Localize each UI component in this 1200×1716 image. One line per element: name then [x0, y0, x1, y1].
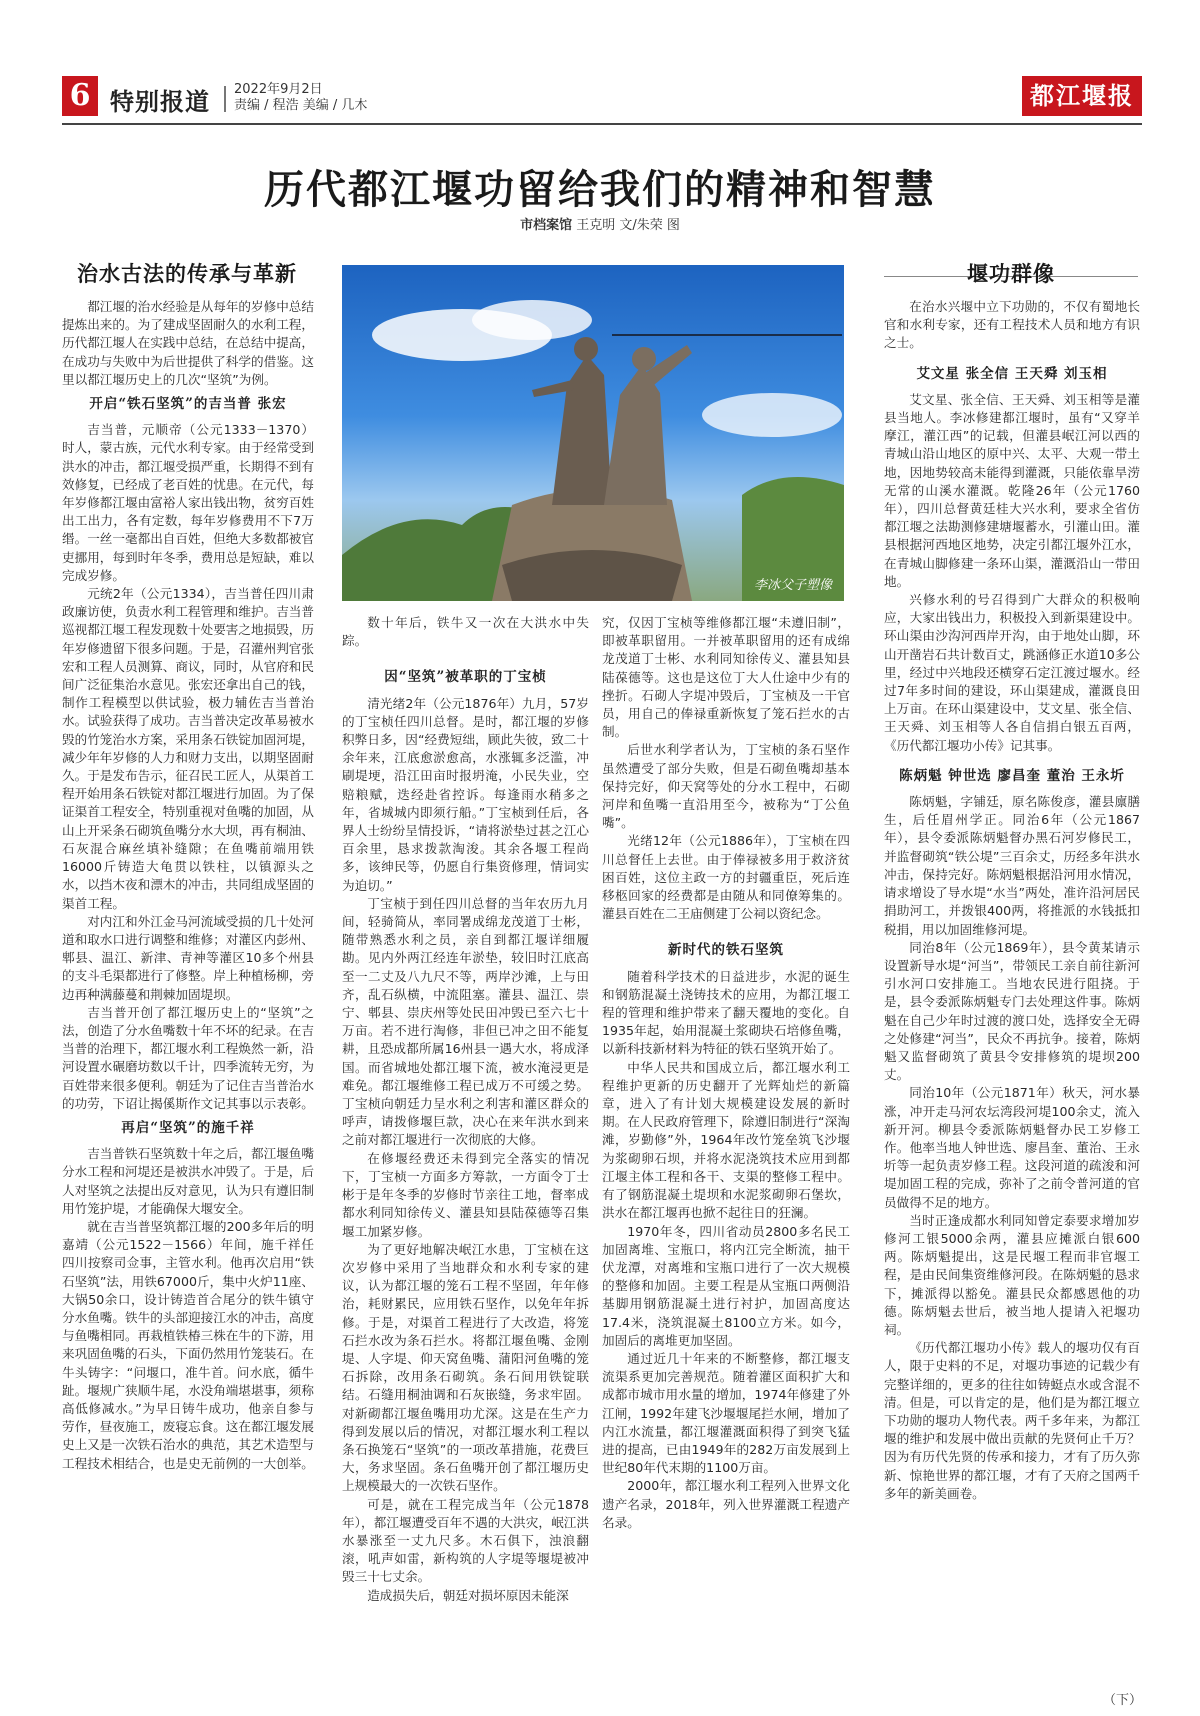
article-headline: 历代都江堰功留给我们的精神和智慧 — [264, 166, 936, 213]
paragraph: 在治水兴堰中立下功勋的，不仅有蜀地长官和水利专家，还有工程技术人员和地方有识之士。 — [884, 299, 1140, 351]
column-1 — [62, 298, 314, 1473]
statue-illustration — [342, 265, 844, 601]
editor-credits: 责编 / 程浩 美编 / 几木 — [234, 98, 368, 113]
paragraph: 都江堰的治水经验是从每年的岁修中总结提炼出来的。为了建成坚固耐久的水利工程，历代都江堰人在实践中总结，在总结中提高，在成功与失败中为后世提供了科学的借鉴。这里以都江堰历史上的几次“坚筑”为例。 — [62, 299, 314, 387]
column-3 — [602, 614, 850, 1532]
paragraph: 吉当普开创了都江堰历史上的“坚筑”之法，创造了分水鱼嘴数十年不坏的纪录。在吉当普的治理下，都江堰水利工程焕然一新，沿河设置水碾磨坊数以千计，四季流转无穷，为百姓带来很多便利。朝廷为了记住吉当普治水的功劳，下诏让揭傒斯作文记其事以示表彰。 — [62, 1004, 314, 1111]
page-number: 6 — [62, 76, 98, 116]
section-title-heroes: 堰功群像 — [967, 261, 1055, 286]
paragraph: 1970年冬，四川省动员2800多名民工加固离堆、宝瓶口，将内江完全断流，抽干伏龙潭，对离堆和宝瓶口进行了一次大规模的整修和加固。主要工程是从宝瓶口两侧沿基脚用钢筋混凝土进行衬护，加固高度达17.4米，浇筑混凝土8100立方米。如今，加固后的离堆更加坚固。 — [602, 1223, 850, 1348]
section-name: 特别报道 — [110, 88, 210, 116]
paragraph: 《历代都江堰功小传》载人的堰功仅有百人，限于史料的不足，对堰功事迹的记载少有完整详细的，更多的往往如铸蜓点水或含混不清。但是，可以肯定的是，他们是为都江堰立下功勋的堰功人物代表。两千多年来，为都江堰的维护和发展中做出贡献的先贤何止千万？因为有历代先贤的传承和接力，才有了历久弥新、惊艳世界的都江堰，才有了天府之国两千多年的新美画卷。 — [884, 1340, 1140, 1501]
paragraph: 数十年后，铁牛又一次在大洪水中失踪。 — [342, 615, 589, 649]
paragraph: 就在吉当普坚筑都江堰的200多年后的明嘉靖（公元1522－1566）年间，施千祥任四川按察司佥事，主管水利。他再次启用“铁石坚筑”法，用铁67000斤，集中火炉11座、大锅50余口，设计铸造首合尾分的铁牛镇守分水鱼嘴。铁牛的头部迎接江水的冲击，高度与鱼嘴相同。再栽植铁椿三株在牛的下游，用来巩固鱼嘴的石头，下面仍然用竹笼装石。在牛头铸字：“问堰口，准牛首。问水底，循牛趾。堰规广狭顺牛尾，水没角端堪堪事，须称高低修减水。”为早日铸牛成功，他亲自参与劳作，昼夜施工，废寝忘食。这在都江堰发展史上又是一次铁石治水的典范，其艺术造型与工程技术相结合，也是史无前例的一大创举。 — [62, 1218, 314, 1471]
header-rule — [62, 123, 1142, 125]
photo-caption: 李冰父子塑像 — [753, 578, 832, 593]
paragraph: 对内江和外江金马河流域受损的几十处河道和取水口进行调整和维修；对灌区内彭州、郫县、温江、新津、青神等灌区10多个州县的支斗毛渠都进行了修整。岸上种植杨柳，旁边再种满藤蔓和荆棘加固堤坝。 — [62, 913, 314, 1002]
paragraph: 元统2年（公元1334），吉当普任四川肃政廉访使，负责水利工程管理和维护。吉当普巡视都江堰工程发现数十处要害之地损毁，历年岁修遗留下很多问题。于是，召灌州判官张宏和工程人员测算、商议，同时，从官府和民间广泛征集治水意见。张宏还拿出自己的钱，制作工程模型以供试验，极力辅佐吉当普治水。试验获得了成功。吉当普决定改革易被水毁的竹笼治水方案，采用条石铁锭加固河堤，减少年年岁修的人力和财力支出，以期坚固耐久。于是发布告示，征召民工匠人，从渠首工程开始用条石铁锭对都江堰进行加固。为了保证渠首工程安全，特别重视对鱼嘴的加固，从山上开采条石砌筑鱼嘴分水大坝，再有桐油、石灰混合麻丝填补缝隙；在鱼嘴前端用铁16000斤铸造大龟贯以铁柱，以镇源头之水，以挡木夜和漂木的冲击，共同组成坚固的渠首工程。 — [62, 586, 314, 911]
issue-date: 2022年9月2日 — [234, 82, 323, 97]
to-be-continued-mark: （下） — [1102, 1693, 1142, 1708]
paragraph: 陈炳魁，字铺廷，原名陈俊彦，灌县廪膳生，后任眉州学正。同治6年（公元1867年），县令委派陈炳魁督办黑石河岁修民工，并监督砌筑“铁公堤”三百余丈，历经多年洪水冲击，保持完好。陈炳魁根据沿河用水情况，请求增设了导水堤“水当”两处，准许沿河居民捐助河工，并拨银400两，将推派的水钱抵扣税捐，用以加固维修河堤。 — [884, 794, 1140, 937]
paragraph: 在修堰经费还未得到完全落实的情况下，丁宝桢一方面多方筹款，一方面令丁士彬于是年冬季的岁修时节亲往工地，督率成都水利同知徐传义、灌县知县陆葆德等召集堰工加紧岁修。 — [342, 1150, 589, 1239]
subhead-jidangpu: 开启“铁石坚筑”的吉当普 张宏 — [89, 396, 287, 413]
subhead-dingbaozhen: 因“坚筑”被革职的丁宝桢 — [384, 669, 547, 686]
paragraph: 通过近几十年来的不断整修，都江堰支流渠系更加完善规范。随着灌区面积扩大和成都市城市用水量的增加，1974年修建了外江闸，1992年建飞沙堰堰尾拦水闸，增加了内江水流量，都江堰灌溉面积得了到突飞猛进的提高，已由1949年的282万亩发展到上世纪80年代末期的1100万亩。 — [602, 1350, 850, 1476]
subhead-chenbingkui: 陈炳魁 钟世选 廖昌奎 董治 王永圻 — [899, 767, 1125, 784]
statue-photo — [342, 265, 844, 601]
page-header — [62, 76, 1142, 120]
paragraph: 吉当普，元顺帝（公元1333－1370）时人，蒙古族，元代水利专家。由于经常受到洪水的冲击，都江堰受损严重，长期得不到有效修复，已经成了老百姓的忧患。在元代，每年岁修都江堰由富裕人家出钱出物，贫穷百姓出工出力，各有定数，每年岁修费用不下7万缗。一丝一毫都出自百姓，但绝大多数都被官吏挪用，每到时年冬季，费用总是短缺，难以完成岁修。 — [62, 422, 314, 583]
header-divider — [224, 86, 226, 112]
paragraph: 可是，就在工程完成当年（公元1878年），都江堰遭受百年不遇的大洪灾，岷江洪水暴涨至一丈九尺多。木石俱下，浊浪翻滚，吼声如雷，新构筑的人字堤等堰堤被冲毁三十七丈余。 — [342, 1496, 589, 1585]
subhead-new-era: 新时代的铁石坚筑 — [668, 942, 784, 959]
paragraph: 清光绪2年（公元1876年）九月，57岁的丁宝桢任四川总督。是时，都江堰的岁修积弊日多，因“经费短绌，顾此失彼，致二十余年来，江底愈淤愈高，水涨辄多泛滥，冲刷堤埂，沿江田亩时报坍淹，小民失业，空赔粮赋，迭经赴省控诉。每逢雨水稍多之年，省城城内即须行船。”丁宝桢到任后，各界人士纷纷呈情投诉，“请将淤垫过甚之江心百余里，恳求拨款淘浚。其余各堰工程尚多，该绅民等，仍愿自行集资修理，情词实为迫切。” — [342, 695, 589, 893]
byline-authors: 王克明 文/朱荣 图 — [576, 218, 680, 233]
subhead-aiwenxing: 艾文星 张全信 王天舜 刘玉相 — [916, 365, 1108, 382]
paragraph: 同治8年（公元1869年），县令黄某请示设置新导水堤“河当”，带领民工亲自前往新河引水河口安排施工。当地农民进行阻挠。于是，县令委派陈炳魁专门去处理这件事。陈炳魁在自己少年时过渡的渡口处，选择安全无碍之处修建“河当”，民众不再抗争。接着，陈炳魁又监督砌筑了黄县令安排修筑的堤坝200丈。 — [884, 939, 1140, 1083]
subhead-shiqianxiang: 再启“坚筑”的施千祥 — [121, 1119, 255, 1136]
section-title-tradition: 治水古法的传承与革新 — [62, 258, 312, 288]
article-byline — [0, 214, 1200, 233]
byline-org: 市档案馆 — [520, 218, 573, 233]
paragraph: 兴修水利的号召得到广大群众的积极响应，大家出钱出力，积极投入到新渠建设中。环山渠由沙沟河西岸开沟，由于地处山脚，环山开凿岩石共计数百丈，跳涵修正水道10多公里，经过中兴地段还横穿石定江渡过堰水。经过7年多时间的建设，环山渠建成，灌溉良田上万亩。在环山渠建设中，艾文星、张全信、王天舜、刘玉相等人各自信捐白银五百两，《历代都江堰功小传》记其事。 — [884, 592, 1140, 753]
paragraph: 同治10年（公元1871年）秋天，河水暴涨，冲开走马河农坛湾段河堤100余丈，流入新开河。柳县令委派陈炳魁督办民工岁修工作。他率当地人钟世选、廖昌奎、董治、王永圻等一起负责岁修工程。这段河道的疏浚和河堤加固工程的完成，弥补了之前令普河道的官员做得不足的地方。 — [884, 1085, 1140, 1210]
paragraph: 当时正逢成都水利同知曾定泰要求增加岁修河工银5000余两，灌县应摊派白银600两。陈炳魁提出，这是民堰工程而非官堰工程，是由民间集资维修河段。在陈炳魁的恳求下，摊派得以豁免。灌县民众都感恩他的功德。陈炳魁去世后，被当地人提请入祀堰功祠。 — [884, 1212, 1140, 1337]
paragraph: 究，仅因丁宝桢等维修都江堰“未遵旧制”，即被革职留用。一并被革职留用的还有成绵龙茂道丁士彬、水利同知徐传义、灌县知县陆葆德等。这也是这位丁大人仕途中少有的挫折。石砌人字堤冲毁后，丁宝桢及一干官员，用自己的俸禄重新恢复了笼石拦水的古制。 — [602, 615, 850, 740]
paragraph: 丁宝桢于到任四川总督的当年农历九月间，轻骑简从，率同署成绵龙茂道丁士彬，随带熟悉水利之员，亲自到都江堰详细履勘。见内外两江经连年淤垫，较旧时江底高至一二丈及八九尺不等，两岸沙滩，上与田齐，乱石纵横，中流阻塞。灌县、温江、崇宁、郫县、崇庆州等处民田冲毁已至六七十万亩。若不进行淘修，非但已冲之田不能复耕，且恐成都所属16州县一遇大水，将成泽国。而省城地处都江堰下流，被水淹浸更是难免。都江堰维修工程已成万不可缓之势。丁宝桢向朝廷力呈水利之利害和灌区群众的呼声，请拨修堰巨款，决心在来年洪水到来之前对都江堰进行一次彻底的大修。 — [342, 895, 589, 1148]
paragraph: 随着科学技术的日益进步，水泥的诞生和钢筋混凝土浇铸技术的应用，为都江堰工程的管理和维护带来了翻天覆地的变化。自1935年起，始用混凝土浆砌块石培修鱼嘴，以新科技新材料为特征的铁石坚筑开始了。 — [602, 968, 850, 1057]
column-4 — [884, 298, 1140, 1503]
paragraph: 光绪12年（公元1886年），丁宝桢在四川总督任上去世。由于俸禄被多用于救济贫困百姓，这位主政一方的封疆重臣，死后连移柩回家的经费都是由随从和同僚筹集的。灌县百姓在二王庙侧建丁公祠以资纪念。 — [602, 833, 850, 922]
paragraph: 吉当普铁石坚筑数十年之后，都江堰鱼嘴分水工程和河堤还是被洪水冲毁了。于是，后人对坚筑之法提出反对意见，认为只有遵旧制用竹笼护堤，才能确保大堰安全。 — [62, 1146, 314, 1216]
paragraph: 中华人民共和国成立后，都江堰水利工程维护更新的历史翻开了光辉灿烂的新篇章，进入了有计划大规模建设发展的新时期。在人民政府管理下，除遵旧制进行“深淘滩，岁勤修”外，1964年改竹笼垒筑飞沙堰为浆砌卵石坝，并将水泥浇筑技术应用到都江堰主体工程和各干、支渠的整修工程中。有了钢筋混凝土堤坝和水泥浆砌卵石堡坎，洪水在都江堰再也掀不起往日的狂澜。 — [602, 1059, 850, 1221]
date-block — [234, 82, 367, 114]
column-2 — [342, 614, 589, 1605]
paragraph: 为了更好地解决岷江水患，丁宝桢在这次岁修中采用了当地群众和水利专家的建议，认为都江堰的笼石工程不坚固，年年修治，耗财累民，应用铁石坚作，以免年年拆修。于是，对渠首工程进行了大改造，将笼石拦水改为条石拦水。将都江堰鱼嘴、金刚堤、人字堤、仰天窝鱼嘴、蒲阳河鱼嘴的笼石拆除，改用条石砌筑。条石间用铁锭联结。石缝用桐油调和石灰嵌缝，务求牢固。对新砌都江堰鱼嘴用功尤深。这是在生产力得到发展以后的情况，对都江堰水利工程以条石换笼石“坚筑”的一项改革措施，花费巨大，务求坚固。条石鱼嘴开创了都江堰历史上规模最大的一次铁石坚作。 — [342, 1241, 589, 1494]
paragraph: 2000年，都江堰水利工程列入世界文化遗产名录，2018年，列入世界灌溉工程遗产名录。 — [602, 1478, 850, 1530]
paragraph: 艾文星、张全信、王天舜、刘玉相等是灌县当地人。李冰修建都江堰时，虽有“又穿羊摩江，灌江西”的记载，但灌县岷江河以西的青城山沿山地区的原中兴、太平、大观一带土地，因地势较高未能得到灌溉，只能依靠旱涝无常的山溪水灌溉。乾隆26年（公元1760年），四川总督黄廷桂大兴水利，要求全省仿都江堰之法勘测修建塘堰蓄水，引灌山田。灌县根据河西地区地势，决定引都江堰外江水，在青城山脚修建一条环山渠，灌溉沿山一带田地。 — [884, 391, 1140, 589]
paragraph: 后世水利学者认为，丁宝桢的条石坚作虽然遭受了部分失败，但是石砌鱼嘴却基本保持完好，仰天窝等处的分水工程中，石砌河岸和鱼嘴一直沿用至今，被称为“丁公鱼嘴”。 — [602, 742, 850, 831]
paragraph: 造成损失后，朝廷对损坏原因未能深 — [367, 1587, 569, 1603]
newspaper-logo: 都江堰报 — [1022, 76, 1142, 116]
